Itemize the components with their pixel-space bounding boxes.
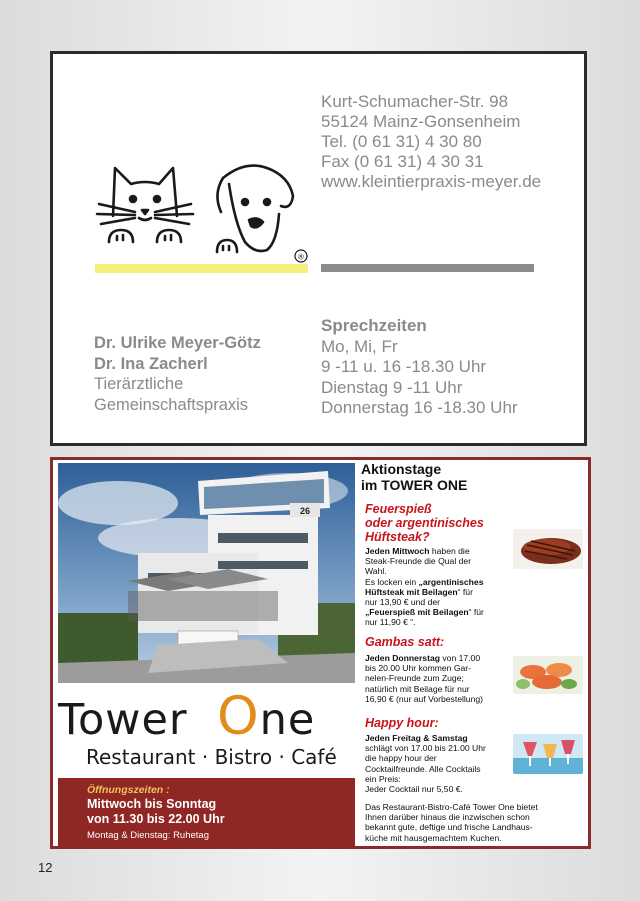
offer-steak-text [365, 546, 484, 628]
offer-text: Wahl. [365, 566, 387, 577]
opening-hours-times: von 11.30 bis 22.00 Uhr [87, 812, 225, 826]
tower-one-card [50, 457, 591, 849]
hours-line: Donnerstag 16 -18.30 Uhr [321, 398, 518, 417]
address-website: www.kleintierpraxis-meyer.de [321, 172, 542, 191]
promo-heading-line: im TOWER ONE [361, 477, 468, 493]
offer-text: Es locken ein [365, 576, 419, 587]
gambas-image [513, 656, 583, 694]
logo-letter-t: T [58, 695, 78, 745]
offer-title-line: oder argentinisches [365, 516, 484, 530]
yellow-divider-bar [95, 264, 308, 273]
offer-text: Ihnen darüber hinaus die inzwischen schon [365, 812, 530, 823]
closed-days-note: Montag & Dienstag: Ruhetag [87, 830, 209, 841]
offer-text: die happy hour der [365, 753, 437, 764]
offer-text-bold: Hüftsteak mit Beilagen [365, 586, 458, 597]
doctor-name: Dr. Ina Zacherl [94, 354, 208, 373]
hours-line: Dienstag 9 -11 Uhr [321, 377, 463, 397]
steak-image [513, 529, 583, 569]
offer-text: Jeder Cocktail nur 5,50 €. [365, 784, 463, 795]
vet-hours-block [321, 316, 518, 419]
offer-text-bold: „argentinisches [418, 576, 484, 587]
logo-letter-o: O [216, 686, 260, 747]
offer-text: 16,90 € (nur auf Vorbestellung) [365, 693, 484, 704]
offer-happy-hour-text [365, 733, 486, 794]
cocktail-image [513, 734, 583, 774]
closing-text [365, 802, 538, 843]
offer-text: Steak-Freunde die Qual der [365, 556, 472, 567]
doctor-name: Dr. Ulrike Meyer-Götz [94, 334, 261, 352]
offer-text: küche mit hausgemachtem Kuchen. [365, 832, 502, 843]
address-phone: Tel. (0 61 31) 4 30 80 [321, 132, 482, 151]
offer-text: “ für [457, 586, 473, 597]
offer-title-line: Feuerspieß [365, 502, 432, 516]
opening-hours-box [58, 778, 355, 848]
address-street: Kurt-Schumacher-Str. 98 [321, 92, 509, 111]
offer-text: bis 20.00 Uhr kommen Gar- [365, 663, 472, 674]
vet-address-block [321, 92, 541, 192]
page-number: 12 [38, 860, 53, 875]
offer-text: von 17.00 [439, 653, 481, 663]
promo-heading [361, 461, 467, 493]
offer-text: bekannt gute, deftige und frische Landhaus- [365, 822, 533, 833]
offer-happy-hour-title: Happy hour: [365, 716, 439, 730]
offer-text-bold: Jeden Freitag & Samstag [365, 733, 468, 743]
offer-text: Cocktailfreunde. Alle Cocktails [365, 763, 481, 774]
vet-doctors-block [94, 333, 261, 415]
tower-one-logo [58, 686, 358, 747]
offer-gambas-title: Gambas satt: [365, 635, 445, 649]
offer-text: ein Preis: [365, 773, 401, 784]
practice-type: Gemeinschaftspraxis [94, 395, 249, 414]
offer-text: nelen-Freunde zum Zuge; [365, 673, 464, 684]
offer-text: nur 11,90 € “. [365, 617, 416, 628]
hours-title: Sprechzeiten [321, 316, 427, 335]
grey-divider-bar [321, 264, 534, 272]
opening-hours-title: Öffnungszeiten : [87, 784, 170, 796]
practice-type: Tierärztliche [94, 375, 184, 393]
offer-text: schlägt von 17.00 bis 21.00 Uhr [365, 743, 486, 754]
offer-text-bold: Jeden Donnerstag [365, 653, 440, 663]
offer-steak-title [365, 502, 484, 544]
logo-word-ower: ower [77, 695, 188, 745]
hours-line: Mo, Mi, Fr [321, 336, 398, 356]
cat-dog-logo-icon [95, 154, 315, 264]
vet-practice-card [50, 51, 587, 446]
promo-heading-line: Aktionstage [361, 461, 442, 477]
offer-text-bold: Jeden Mittwoch [365, 546, 430, 556]
offer-text: nur 13,90 € und der [365, 597, 441, 608]
registered-mark: ® [298, 252, 304, 262]
offer-gambas-text [365, 653, 483, 704]
building-photo [58, 463, 355, 683]
offer-text-bold: „Feuerspieß mit Beilagen [365, 607, 469, 618]
offer-text: “ für [468, 607, 484, 618]
logo-word-ne: ne [259, 695, 316, 745]
building-number-sign: 26 [299, 506, 311, 516]
address-city: 55124 Mainz-Gonsenheim [321, 112, 521, 131]
offer-text: Das Restaurant-Bistro-Café Tower One bietet [365, 802, 538, 812]
opening-hours-days: Mittwoch bis Sonntag [87, 797, 217, 811]
offer-text: natürlich mit Beilage für nur [365, 683, 470, 694]
hours-line: 9 -11 u. 16 -18.30 Uhr [321, 357, 487, 376]
offer-text: haben die [429, 546, 470, 556]
tower-one-subtitle: Restaurant · Bistro · Café [86, 745, 337, 769]
offer-title-line: Hüftsteak? [365, 530, 430, 544]
address-fax: Fax (0 61 31) 4 30 31 [321, 152, 484, 171]
